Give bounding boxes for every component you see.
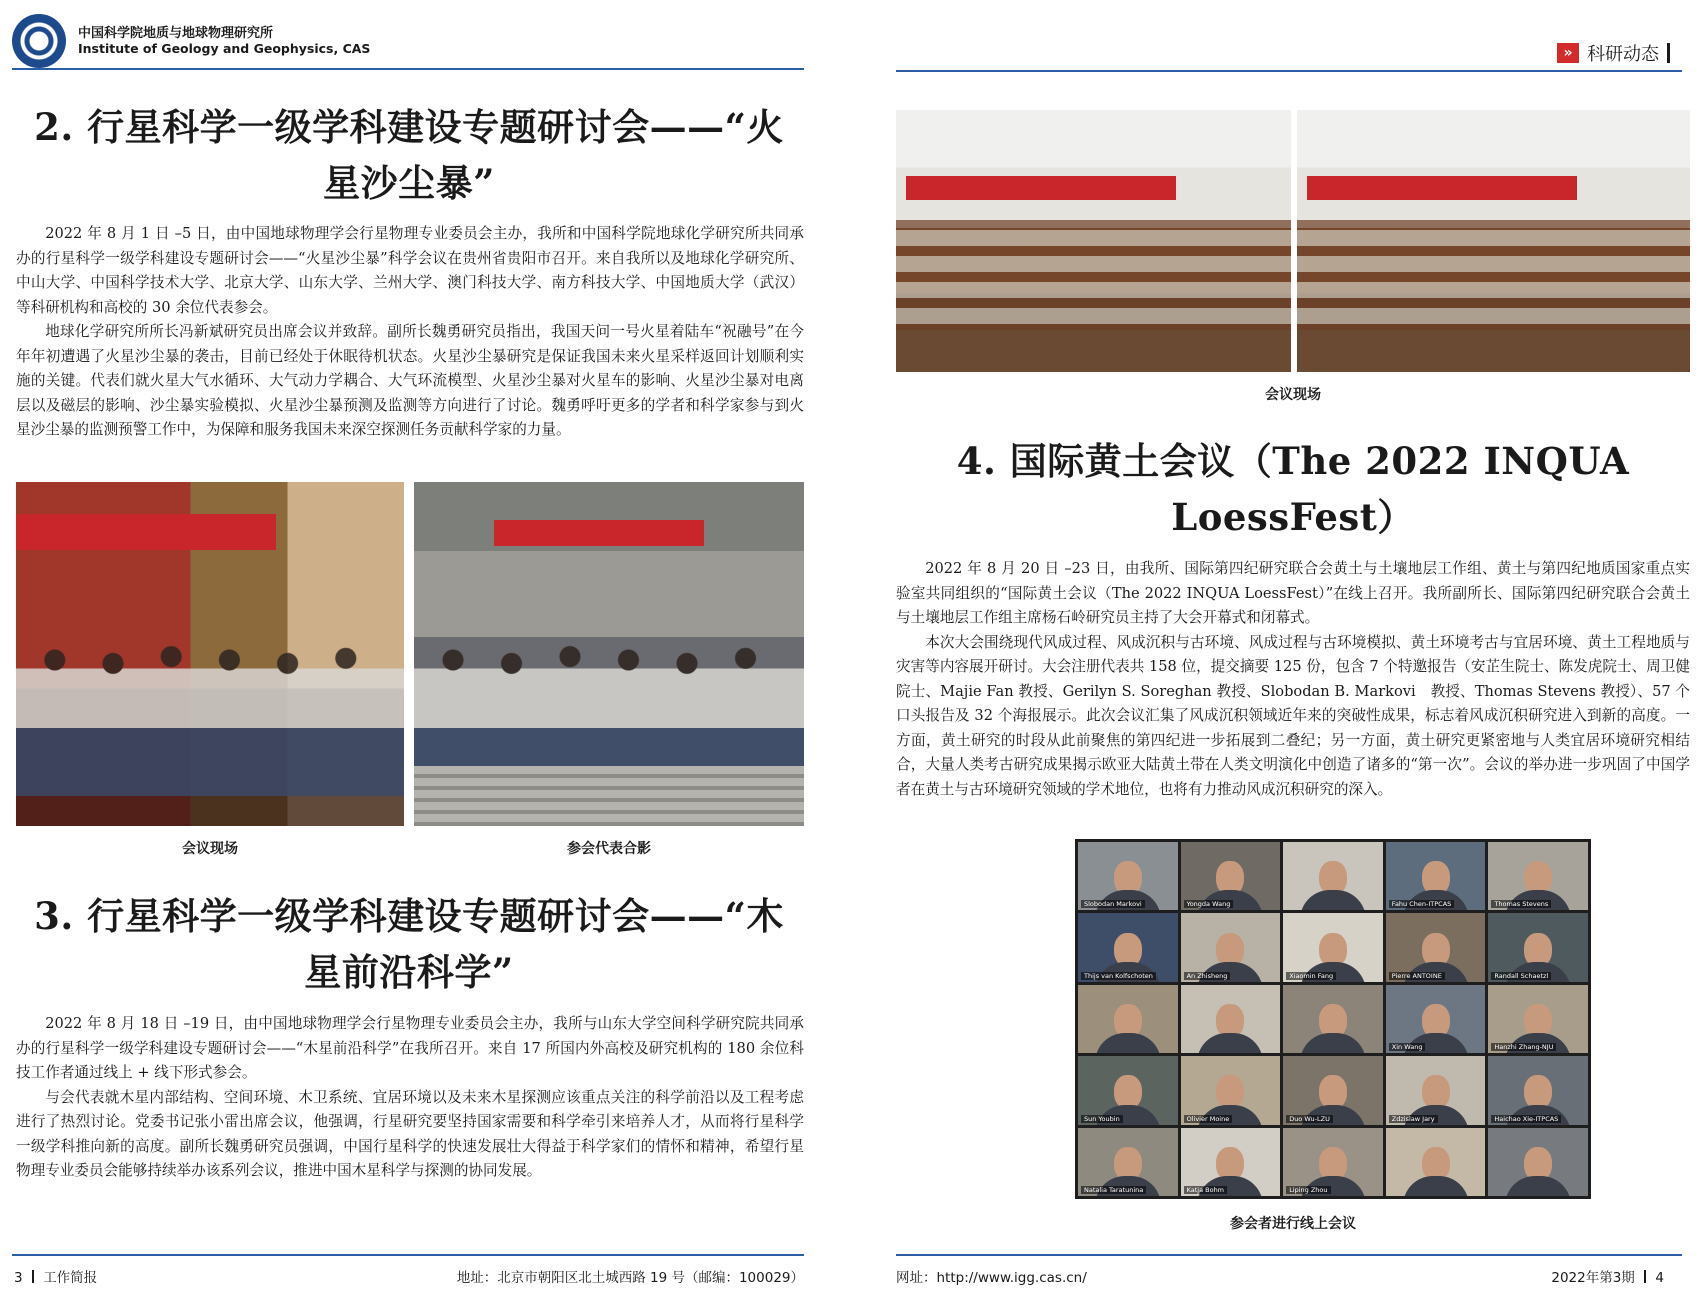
meeting-hall-photo [1297,110,1690,372]
red-banner [494,520,704,546]
participant-name: Fahu Chen-ITPCAS [1389,900,1454,908]
caption-group: 参会代表合影 [567,841,651,857]
participant-name: Randall Schaetzl [1491,972,1551,980]
participant-name: Thomas Stevens [1491,900,1551,908]
caption-meeting-hall: 会议现场 [1265,387,1321,403]
org-name-cn: 中国科学院地质与地球物理研究所 [78,26,274,41]
participant-name: Yongda Wang [1184,900,1234,908]
participant-name: Katja Bohm [1184,1186,1227,1194]
section2-title [14,99,804,211]
participant-name: An Zhisheng [1184,972,1231,980]
participant-tile [1488,1056,1588,1124]
participant-tile [1386,913,1486,981]
participant-tile [1181,913,1281,981]
participant-name: Pierre ANTOINE [1389,972,1445,980]
participant-body [1300,890,1366,910]
participant-tile [1078,913,1178,981]
participant-tile [1283,985,1383,1053]
section-tag-label: 科研动态 [1587,44,1659,65]
participant-tile [1283,913,1383,981]
participant-tile [1488,842,1588,910]
caption-zoom: 参会者进行线上会议 [1230,1216,1356,1232]
participant-tile [1181,1056,1281,1124]
participant-body [1095,1033,1161,1053]
section3-title-line2: 星前沿科学” [304,950,514,994]
footer-address: 地址：北京市朝阳区北土城西路 19 号（邮编：100029） [456,1270,804,1286]
header-divider [896,70,1682,72]
footer-website: 网址：http://www.igg.cas.cn/ [896,1270,1087,1286]
issue-label: 2022年第3期 [1551,1270,1635,1286]
participant-name: Slobodan Markovi [1081,900,1145,908]
red-banner [906,176,1176,200]
meeting-hall-photo [896,110,1291,372]
participant-name: Sun Youbin [1081,1115,1123,1123]
section-tag [1557,40,1670,66]
footer-left [14,1266,97,1286]
participant-tile [1078,842,1178,910]
participant-tile [1078,1128,1178,1196]
participant-name: Duo Wu-LZU [1286,1115,1333,1123]
participant-body [1197,1033,1263,1053]
participant-name: Xin Wang [1389,1043,1426,1051]
section4-paragraph: 本次大会围绕现代风成过程、风成沉积与古环境、风成过程与古环境模拟、黄土环境考古与宜居环境、黄土工程地质与灾害等内容展开研讨。大会注册代表共 158 位，提交摘要 125 份，包含 7 个特邀报告（安芷生院士、陈发虎院士、周卫健院士、Majie Fan 教授、Gerilyn S. Soreghan 教授、Slobodan B. Markovi 教授、Thomas Stevens 教授）、57 个口头报告及 32 个海报展示。此次会议汇集了风成沉积领域近年来的突破性成果，标志着风成沉积研究进入到新的高度。一方面，黄土研究的时段从此前聚焦的第四纪进一步拓展到二叠纪；另一方面，黄土研究更紧密地与人类宜居环境研究相结合，大量人类考古研究成果揭示欧亚大陆黄土带在人类文明演化中创造了诸多的“第一次”。会议的举办进一步巩固了中国学者在黄土与古环境研究领域的学术地位，也将有力推动风成沉积研究的深入。 [896,633,1690,798]
participant-name: Olivier Moine [1184,1115,1233,1123]
participant-tile [1386,1128,1486,1196]
participant-name: Zdzislaw Jary [1389,1115,1438,1123]
org-name-en: Institute of Geology and Geophysics, CAS [78,41,371,56]
double-chevron-icon: » [1557,43,1579,63]
left-page [0,0,832,1291]
participant-tile [1386,1056,1486,1124]
desk-rows [896,220,1291,330]
header-divider [12,68,804,70]
group-photo [414,482,804,826]
participant-tile [1283,1128,1383,1196]
footer-separator [32,1270,34,1283]
section4-body [896,557,1690,802]
red-banner [1307,176,1577,200]
red-banner [16,514,276,550]
section3-title [14,888,804,1000]
section3-paragraph: 2022 年 8 月 18 日 –19 日，由中国地球物理学会行星物理专业委员会主办，我所与山东大学空间科学研究院共同承办的行星科学一级学科建设专题研讨会——“木星前沿科学”在我所召开。来自 17 所国内外高校及研究机构的 180 余位科技工作者通过线上 + 线下形式参会。 [16,1015,804,1081]
tag-bar [1667,43,1670,63]
participant-body [1300,1033,1366,1053]
section2-title-line1: 2. 行星科学一级学科建设专题研讨会——“火 [34,105,784,149]
footer-divider [896,1254,1682,1256]
participant-tile [1078,1056,1178,1124]
online-meeting-screenshot [1075,839,1591,1199]
section2-title-line2: 星沙尘暴” [323,161,495,205]
meeting-photo [16,482,404,826]
participant-name: Liping Zhou [1286,1186,1330,1194]
page-number: 3 [14,1270,23,1286]
participant-tile [1386,985,1486,1053]
participant-tile [1488,913,1588,981]
page-number: 4 [1655,1270,1664,1286]
participant-tile [1078,985,1178,1053]
section4-title-line2: LoessFest） [1171,495,1415,539]
participant-body [1403,1176,1469,1196]
participant-tile [1181,842,1281,910]
participant-name: Xiaomin Fang [1286,972,1336,980]
participant-name: Hanzhi Zhang-NJU [1491,1043,1556,1051]
publication-name: 工作简报 [43,1270,98,1286]
section2-body [16,222,804,443]
participant-tile [1181,1128,1281,1196]
participant-body [1505,1176,1571,1196]
section3-body [16,1012,804,1184]
participant-tile [1488,985,1588,1053]
section2-paragraph: 2022 年 8 月 1 日 –5 日，由中国地球物理学会行星物理专业委员会主办，我所和中国科学院地球化学研究所共同承办的行星科学一级学科建设专题研讨会——“火星沙尘暴”科学会议在贵州省贵阳市召开。来自我所以及地球化学研究所、中山大学、中国科学技术大学、北京大学、山东大学、兰州大学、澳门科技大学、南方科技大学、中国地质大学（武汉）等科研机构和高校的 30 余位代表参会。 [16,225,804,316]
participant-tile [1283,842,1383,910]
section3-paragraph: 与会代表就木星内部结构、空间环境、木卫系统、宜居环境以及未来木星探测应该重点关注的科学前沿以及工程考虑进行了热烈讨论。党委书记张小雷出席会议，他强调，行星研究要坚持国家需要和科学牵引来培养人才，从而将行星科学一级学科推向新的高度。副所长魏勇研究员强调，中国行星科学的快速发展壮大得益于科学家们的情怀和精神，希望行星物理专业委员会能够持续举办该系列会议，推进中国木星科学与探测的协同发展。 [16,1088,804,1179]
section4-title [896,433,1690,545]
participant-name: Haichao Xie-ITPCAS [1491,1115,1561,1123]
participant-tile [1386,842,1486,910]
attendees [16,626,404,796]
section2-paragraph: 地球化学研究所所长冯新斌研究员出席会议并致辞。副所长魏勇研究员指出，我国天问一号火星着陆车“祝融号”在今年年初遭遇了火星沙尘暴的袭击，目前已经处于休眠待机状态。火星沙尘暴研究是保证我国未来火星采样返回计划顺利实施的关键。代表们就火星大气水循环、大气动力学耦合、大气环流模型、火星沙尘暴对火星车的影响、火星沙尘暴对电离层以及磁层的影响、沙尘暴实验模拟、火星沙尘暴预测及监测等方向进行了讨论。魏勇呼吁更多的学者和科学家参与到火星沙尘暴的监测预警工作中，为保障和服务我国未来深空探测任务贡献科学家的力量。 [16,323,804,438]
section3-title-line1: 3. 行星科学一级学科建设专题研讨会——“木 [34,894,784,938]
participant-name: Thijs van Kolfschoten [1081,972,1156,980]
caption-meeting: 会议现场 [182,841,238,857]
footer-separator [1644,1270,1646,1283]
desk-rows [1297,220,1690,330]
section4-title-line1: 4. 国际黄土会议（The 2022 INQUA [956,439,1630,483]
participant-tile [1181,985,1281,1053]
participant-tile [1488,1128,1588,1196]
footer-divider [12,1254,804,1256]
institute-logo-icon [12,14,66,68]
section4-paragraph: 2022 年 8 月 20 日 –23 日，由我所、国际第四纪研究联合会黄土与土壤地层工作组、黄土与第四纪地质国家重点实验室共同组织的“国际黄土会议（The 2022 INQUA LoessFest）”在线上召开。我所副所长、国际第四纪研究联合会黄土与土壤地层工作组主席杨石岭研究员主持了大会开幕式和闭幕式。 [896,560,1690,626]
stairs [414,766,804,826]
footer-right [1551,1266,1664,1286]
participant-name: Natalia Taratunina [1081,1186,1146,1194]
participant-tile [1283,1056,1383,1124]
